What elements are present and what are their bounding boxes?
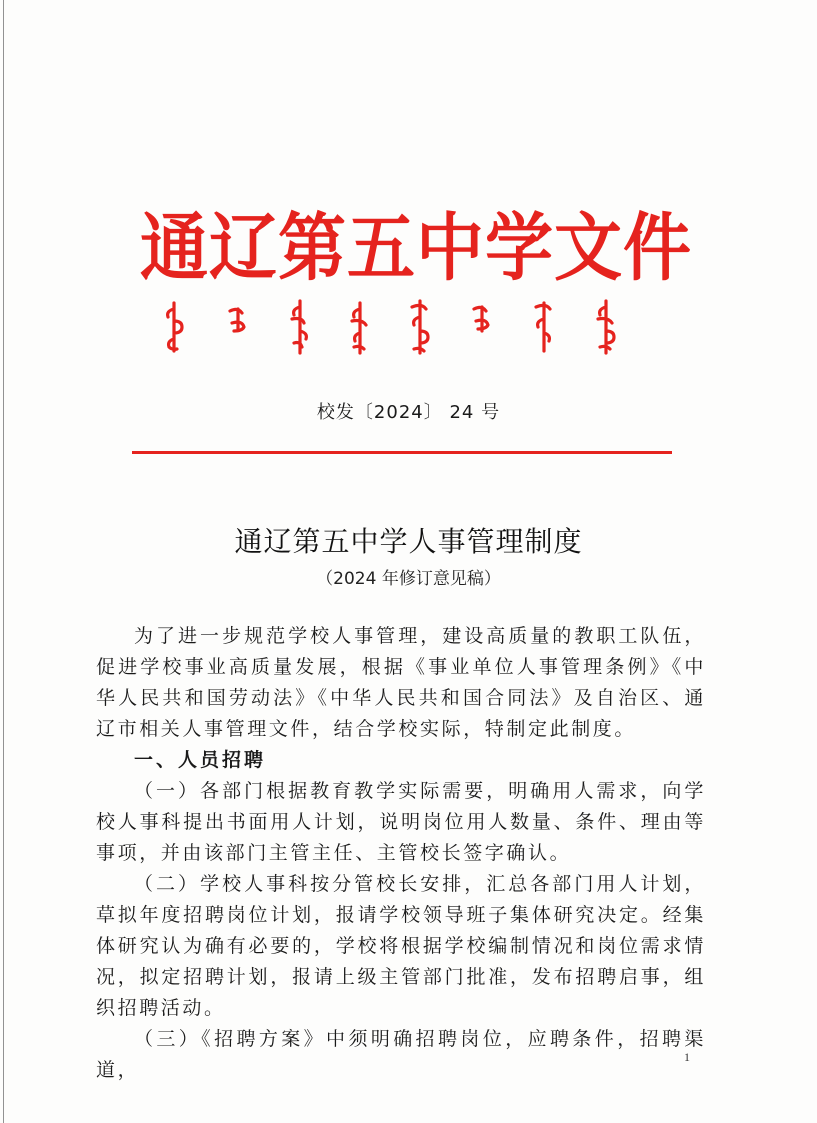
section-heading: 一、人员招聘 [134,749,267,771]
document-title: 通辽第五中学人事管理制度 [234,525,583,558]
document-number: 校发〔2024〕 24 号 [316,402,501,423]
masthead-char: 辽 [209,205,278,292]
masthead-char: 学 [485,205,554,292]
red-divider-line [132,451,672,454]
masthead-title [140,205,692,292]
scan-edge-line [3,0,4,1123]
masthead-char: 通 [140,205,209,292]
masthead-char: 五 [347,205,416,292]
body-paragraph: （三）《招聘方案》中须明确招聘岗位，应聘条件，招聘渠道， [96,1028,706,1081]
document-body [96,621,706,1086]
body-paragraph: （一）各部门根据教育教学实际需要，明确用人需求，向学校人事科提出书面用人计划，说明岗位用人数量、条件、理由等事项，并由该部门主管主任、主管校长签字确认。 [96,780,706,864]
mongolian-script-line [160,297,640,357]
document-subtitle: （2024 年修订意见稿） [316,569,501,589]
masthead-char: 文 [554,205,623,292]
body-paragraph: （二）学校人事科按分管校长安排，汇总各部门用人计划，草拟年度招聘岗位计划，报请学校领导班子集体研究决定。经集体研究认为确有必要的，学校将根据学校编制情况和岗位需求情况，拟定招聘计划，报请上级主管部门批准，发布招聘启事，组织招聘活动。 [96,873,706,1019]
body-paragraph: 为了进一步规范学校人事管理，建设高质量的教职工队伍，促进学校事业高质量发展，根据《事业单位人事管理条例》《中华人民共和国劳动法》《中华人民共和国合同法》及自治区、通辽市相关人事管理文件，结合学校实际，特制定此制度。 [96,625,706,740]
page-number: 1 [684,1050,690,1064]
masthead-char: 件 [623,205,692,292]
masthead-char: 第 [278,205,347,292]
mongolian-script-graphic [160,297,640,357]
masthead-char: 中 [416,205,485,292]
